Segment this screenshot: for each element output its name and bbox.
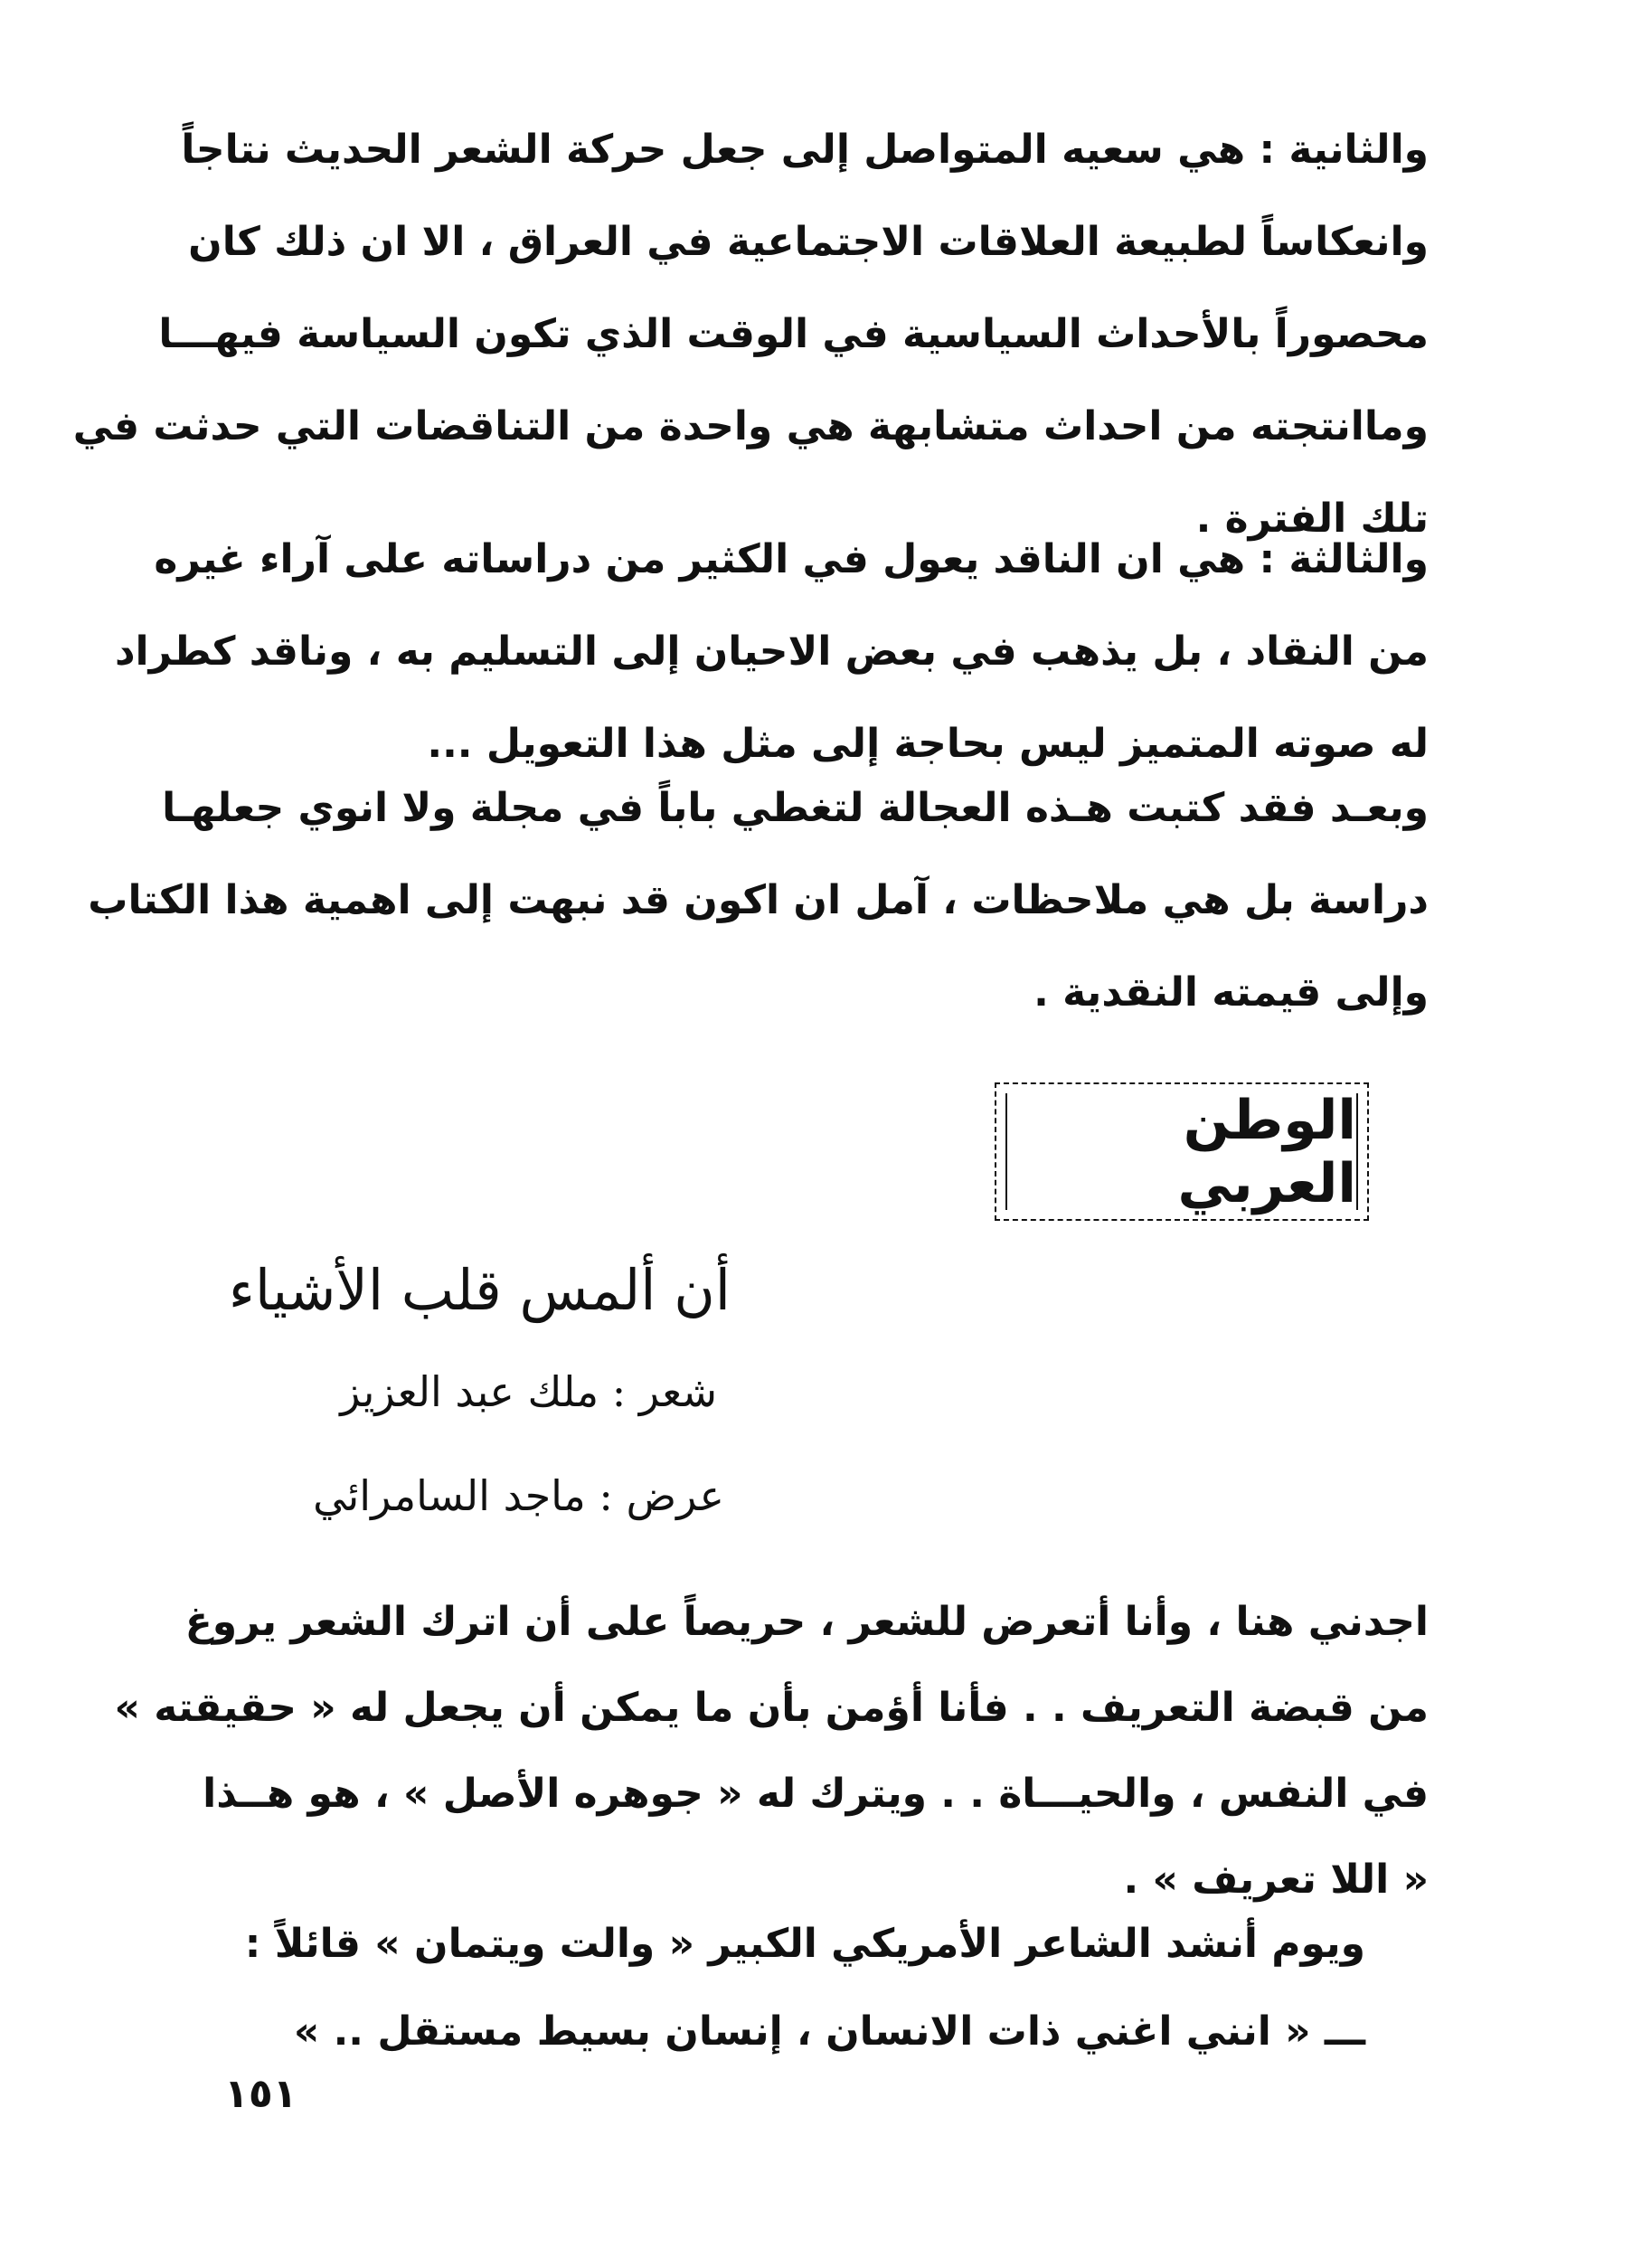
text-line: دراسة بل هي ملاحظات ، آمل ان اكون قد نبهت إلى اهمية هذا الكتاب <box>88 877 1429 923</box>
text-line: وماانتجته من احداث متشابهة هي واحدة من التناقضات التي حدثت في <box>72 403 1429 449</box>
text-line: ـــ « انني اغني ذات الانسان ، إنسان بسيط مستقل .. » <box>293 2008 1365 2055</box>
paragraph-whitman-quote <box>244 1921 1365 2102</box>
reviewer-credit: عرض : ماجد السامرائي <box>313 1471 724 1520</box>
text-line: « اللا تعريف » . <box>1123 1857 1429 1903</box>
text-line: تلك الفترة . <box>1195 496 1429 542</box>
section-heading-frame <box>1005 1088 1358 1215</box>
section-title: الوطن العربي <box>1177 1088 1356 1215</box>
text-line: والثالثة : هي ان الناقد يعول في الكثير من دراساته على آراء غيره <box>154 536 1429 582</box>
section-heading-box <box>995 1082 1369 1221</box>
paragraph-conclusion <box>88 785 1429 1074</box>
text-line: وإلى قيمته النقدية . <box>1033 969 1429 1016</box>
text-line: وانعكاساً لطبيعة العلاقات الاجتماعية في العراق ، الا ان ذلك كان <box>188 219 1429 265</box>
text-line: من النقاد ، بل يذهب في بعض الاحيان إلى التسليم به ، وناقد كطراد <box>114 628 1429 675</box>
poet-credit: شعر : ملك عبد العزيز <box>340 1367 717 1416</box>
paragraph-third-point <box>114 536 1429 826</box>
paragraph-second-point <box>72 127 1429 597</box>
text-line: محصوراً بالأحداث السياسية في الوقت الذي تكون السياسة فيهـــا <box>158 311 1429 357</box>
text-line: له صوته المتميز ليس بحاجة إلى مثل هذا التعويل ... <box>427 721 1429 767</box>
text-line: والثانية : هي سعيه المتواصل إلى جعل حركة الشعر الحديث نتاجاً <box>181 127 1429 173</box>
text-line: اجدني هنا ، وأنا أتعرض للشعر ، حريصاً على أن اترك الشعر يروغ <box>184 1599 1429 1645</box>
text-line: في النفس ، والحيـــاة . . ويترك له « جوهره الأصل » ، هو هــذا <box>203 1771 1429 1817</box>
poem-title: أن ألمس قلب الأشياء <box>228 1257 731 1323</box>
text-line: من قبضة التعريف . . فأنا أؤمن بأن ما يمكن أن يجعل له « حقيقته » <box>114 1685 1429 1731</box>
page-number: ١٥١ <box>224 2071 297 2117</box>
text-line: ويوم أنشد الشاعر الأمريكي الكبير « والت ويتمان » قائلاً : <box>244 1921 1365 1967</box>
text-line: وبعـد فقد كتبت هـذه العجالة لتغطي باباً في مجلة ولا انوي جعلهـا <box>162 785 1429 831</box>
